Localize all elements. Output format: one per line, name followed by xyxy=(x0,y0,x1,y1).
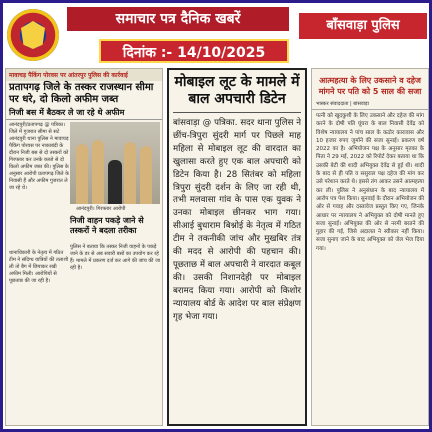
article-right-headline: आत्महत्या के लिए उकसाने व दहेज मांगने पर पति को 5 साल की सजा xyxy=(318,76,422,96)
article-center-headline: मोबाइल लूट के मामले में बाल अपचारी डिटेन xyxy=(174,74,300,107)
header xyxy=(3,3,429,67)
article-left-text-right: पुलिस ने बताया कि तस्कर निजी वाहनों के पकड़े जाने के डर से अब सवारी बसों का उपयोग कर रहे हैं। मामले में प्रकरण दर्ज कर आगे की जांच की जा रही है। xyxy=(70,244,161,271)
article-right xyxy=(311,68,429,426)
person-figure xyxy=(92,140,104,204)
article-left-photo-caption: आनंदपुरी। गिरफ्तार आरोपी xyxy=(76,206,126,212)
article-left-text-bottom: थानाधिकारी के नेतृत्व में गठित टीम ने संदिग्ध यात्रियों की तलाशी ली तो बैग में छिपाकर रखी अफीम मिली। आरोपियों से पूछताछ की जा रही है। xyxy=(9,250,69,284)
article-center-body: बांसवाड़ा @ पत्रिका. सदर थाना पुलिस ने छींच-त्रिपुरा सुंदरी मार्ग पर पिछले माह महिला से मोबाइल लूट की वारदात का खुलासा करते हुए एक बाल अपचारी को डिटेन किया है। 28 सितंबर को महिला त्रिपुरा सुंदरी दर्शन के लिए जा रही थी, तभी मलवासा गांव के पास एक युवक ने उनका मोबाइल छीनकर भाग गया। सीआई बुधाराम बिश्नोई के नेतृत्व में गठित टीम ने तकनीकी जांच और मुखबिर तंत्र की मदद से आरोपी की पहचान की। पूछताछ में बाल अपचारी ने वारदात कबूल की। उसकी निशानदेही पर मोबाइल बरामद किया गया। आरोपी को किशोर न्यायालय बोर्ड के आदेश पर बाल संप्रेक्षण गृह भेजा गया। xyxy=(173,118,301,322)
article-left-photo xyxy=(70,122,160,204)
article-center xyxy=(167,68,307,426)
article-left-subhead2: निजी वाहन पकड़े जाने से तस्करों ने बदला तरीका xyxy=(70,216,144,235)
divider xyxy=(173,112,301,113)
date-label: दिनांक :- 14/10/2025 xyxy=(99,39,289,63)
article-left-strip: मावाचड़ पैकिंग पोरवस पर आंतरपुर पुलिस की कार्रवाई xyxy=(6,69,162,81)
article-right-byline: भास्कर संवाददाता | बांसवाड़ा xyxy=(312,99,428,110)
main-title-banner: समाचार पत्र दैनिक खबरें xyxy=(67,7,289,31)
article-left xyxy=(5,68,163,426)
rajasthan-police-logo-icon xyxy=(7,9,59,61)
article-right-body: पत्नी को खुदकुशी के लिए उकसाने और दहेज की मांग करने के दोषी पति घूंघरा के बाल निवासी देवेंद्र को विशेष न्यायालय ने पांच साल के कठोर कारावास और 10 हजार रुपए जुर्माने की सजा सुनाई। प्रकरण वर्ष 2022 का है। अभियोजन पक्ष के अनुसार मृतका के पिता ने 29 मई, 2022 को रिपोर्ट देकर बताया था कि उसकी बेटी की शादी अभियुक्त देवेंद्र से हुई थी। शादी के बाद से ही पति व ससुराल पक्ष दहेज की मांग कर उसे परेशान करते थे। इससे तंग आकर उसने आत्महत्या कर ली। पुलिस ने अनुसंधान के बाद न्यायालय में आरोप पत्र पेश किया। सुनवाई के दौरान अभियोजन की ओर से गवाह और दस्तावेज प्रस्तुत किए गए, जिनके आधार पर न्यायालय ने अभियुक्त को दोषी मानते हुए सजा सुनाई। अभियुक्त की ओर से नरमी बरतने की गुहार की गई, जिसे अदालत ने स्वीकार नहीं किया। सजा सुनाए जाने के बाद अभियुक्त को जेल भेज दिया गया। xyxy=(316,113,424,252)
person-figure xyxy=(76,144,88,204)
article-left-text: आनंदपुरी/प्रतापगढ़ @ पत्रिका। जिले में गुजरात सीमा से सटे आनंदपुरी थाना पुलिस ने मावाचड़ पैकिंग पोरवस पर नाकाबंदी के दौरान निजी बस से दो तस्करों को गिरफ्तार कर उनके कब्जे से दो किलो अफीम जब्त की। पुलिस के अनुसार आरोपी प्रतापगढ़ जिले के निवासी हैं और अफीम गुजरात ले जा रहे थे। xyxy=(9,122,69,191)
article-left-headline: प्रतापगढ़ जिले के तस्कर राजस्थान सीमा पर धरे, दो किलो अफीम जब्त xyxy=(9,82,154,105)
police-label-banner: बाँसवाड़ा पुलिस xyxy=(299,13,427,39)
article-left-subhead: निजी बस में बैठकर ले जा रहे थे अफीम xyxy=(6,107,162,120)
person-figure xyxy=(108,160,122,204)
person-figure xyxy=(140,146,152,204)
person-figure xyxy=(124,142,136,204)
